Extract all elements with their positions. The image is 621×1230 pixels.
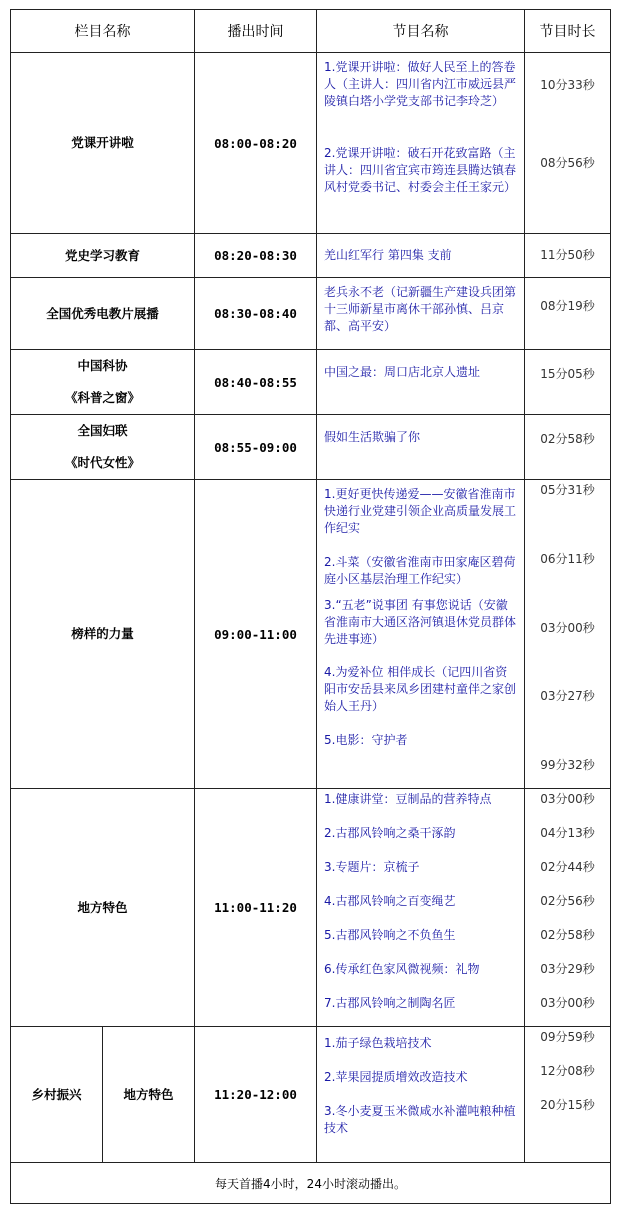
duration-item: 09分59秒 xyxy=(540,1030,595,1044)
program-item: 3.“五老”说事团 有事您说话（安徽省淮南市大通区洛河镇退休党员群体先进事迹） xyxy=(324,598,517,646)
table-row xyxy=(11,350,611,415)
program-item: 5.电影：守护者 xyxy=(324,733,408,747)
program-item: 2.古郡风铃响之桑干涿韵 xyxy=(324,826,456,840)
program-item: 1.更好更快传递爱——安徽省淮南市快递行业党建引领企业高质量发展工作纪实 xyxy=(324,487,517,535)
category-line: 全国妇联 xyxy=(77,423,128,438)
row-programs xyxy=(317,480,525,789)
row-time: 08:00-08:20 xyxy=(195,53,317,234)
row-programs xyxy=(317,350,525,415)
program-item: 4.为爱补位 相伴成长（记四川省资阳市安岳县来凤乡团建村童伴之家创始人王丹） xyxy=(324,665,517,713)
program-item: 羌山红军行 第四集 支前 xyxy=(324,248,452,262)
row-durations xyxy=(525,350,611,415)
row-category xyxy=(11,415,195,480)
program-item: 5.古郡风铃响之不负鱼生 xyxy=(324,928,456,942)
row-durations xyxy=(525,234,611,278)
program-item: 3.专题片：京梳子 xyxy=(324,860,420,874)
row-durations xyxy=(525,415,611,480)
duration-item: 20分15秒 xyxy=(540,1098,595,1112)
duration-item: 08分19秒 xyxy=(540,299,595,313)
row-category: 党史学习教育 xyxy=(11,234,195,278)
program-item: 老兵永不老（记新疆生产建设兵团第十三师新星市离休干部孙慎、吕京都、高平安） xyxy=(324,285,517,333)
duration-item: 10分33秒 xyxy=(540,78,595,92)
row-programs xyxy=(317,789,525,1027)
row-programs xyxy=(317,234,525,278)
row-programs xyxy=(317,278,525,350)
row-category: 榜样的力量 xyxy=(11,480,195,789)
row-time: 08:40-08:55 xyxy=(195,350,317,415)
row-durations xyxy=(525,1027,611,1163)
header-time: 播出时间 xyxy=(195,10,317,53)
row-programs xyxy=(317,1027,525,1163)
duration-item: 03分00秒 xyxy=(540,792,595,806)
row-time: 08:20-08:30 xyxy=(195,234,317,278)
program-item: 1.茄子绿色栽培技术 xyxy=(324,1036,432,1050)
row-subcategory: 地方特色 xyxy=(103,1027,195,1163)
program-item: 4.古郡风铃响之百变绳艺 xyxy=(324,894,456,908)
duration-item: 99分32秒 xyxy=(540,758,595,772)
row-category: 党课开讲啦 xyxy=(11,53,195,234)
row-programs xyxy=(317,415,525,480)
category-line: 《时代女性》 xyxy=(64,455,140,470)
row-durations xyxy=(525,278,611,350)
program-item: 1.健康讲堂：豆制品的营养特点 xyxy=(324,792,492,806)
row-category: 地方特色 xyxy=(11,789,195,1027)
row-time: 08:55-09:00 xyxy=(195,415,317,480)
duration-item: 04分13秒 xyxy=(540,826,595,840)
duration-item: 06分11秒 xyxy=(540,552,595,566)
row-programs xyxy=(317,53,525,234)
program-item: 2.苹果园提质增效改造技术 xyxy=(324,1070,468,1084)
table-row xyxy=(11,278,611,350)
duration-item: 05分31秒 xyxy=(540,483,595,497)
duration-item: 03分00秒 xyxy=(540,996,595,1010)
duration-item: 08分56秒 xyxy=(540,156,595,170)
row-time: 11:20-12:00 xyxy=(195,1027,317,1163)
category-line: 中国科协 xyxy=(77,358,128,373)
program-item: 假如生活欺骗了你 xyxy=(324,430,421,444)
header-program: 节目名称 xyxy=(317,10,525,53)
header-category: 栏目名称 xyxy=(11,10,195,53)
duration-item: 02分44秒 xyxy=(540,860,595,874)
duration-item: 03分00秒 xyxy=(540,621,595,635)
row-category: 全国优秀电教片展播 xyxy=(11,278,195,350)
row-durations xyxy=(525,789,611,1027)
category-line: 《科普之窗》 xyxy=(64,390,140,405)
duration-item: 02分58秒 xyxy=(540,432,595,446)
duration-item: 03分29秒 xyxy=(540,962,595,976)
row-category xyxy=(11,350,195,415)
duration-item: 11分50秒 xyxy=(540,248,595,262)
footer-note: 每天首播4小时，24小时滚动播出。 xyxy=(11,1163,611,1204)
program-item: 2.斗菜（安徽省淮南市田家庵区碧荷庭小区基层治理工作纪实） xyxy=(324,555,516,586)
row-durations xyxy=(525,53,611,234)
table-row xyxy=(11,1027,611,1163)
program-item: 7.古郡风铃响之制陶名匠 xyxy=(324,996,456,1010)
table-row xyxy=(11,480,611,789)
duration-item: 03分27秒 xyxy=(540,689,595,703)
program-item: 6.传承红色家风微视频：礼物 xyxy=(324,962,480,976)
program-item: 2.党课开讲啦：破石开花致富路（主讲人：四川省宜宾市筠连县腾达镇春风村党委书记、村委会主任王家元） xyxy=(324,146,517,194)
row-time: 08:30-08:40 xyxy=(195,278,317,350)
header-row xyxy=(11,10,611,53)
table-row xyxy=(11,234,611,278)
table-row xyxy=(11,789,611,1027)
duration-item: 15分05秒 xyxy=(540,367,595,381)
duration-item: 02分56秒 xyxy=(540,894,595,908)
row-durations xyxy=(525,480,611,789)
table-row xyxy=(11,53,611,234)
row-time: 11:00-11:20 xyxy=(195,789,317,1027)
program-item: 中国之最：周口店北京人遗址 xyxy=(324,365,481,379)
row-time: 09:00-11:00 xyxy=(195,480,317,789)
row-category: 乡村振兴 xyxy=(11,1027,103,1163)
schedule-table xyxy=(10,9,611,1204)
footer-row xyxy=(11,1163,611,1204)
header-duration: 节目时长 xyxy=(525,10,611,53)
program-item: 1.党课开讲啦：做好人民至上的答卷人（主讲人：四川省内江市威远县严陵镇白塔小学党支部书记李玲芝） xyxy=(324,60,517,108)
duration-item: 12分08秒 xyxy=(540,1064,595,1078)
table-row xyxy=(11,415,611,480)
duration-item: 02分58秒 xyxy=(540,928,595,942)
program-item: 3.冬小麦夏玉米微咸水补灌吨粮种植技术 xyxy=(324,1104,516,1135)
